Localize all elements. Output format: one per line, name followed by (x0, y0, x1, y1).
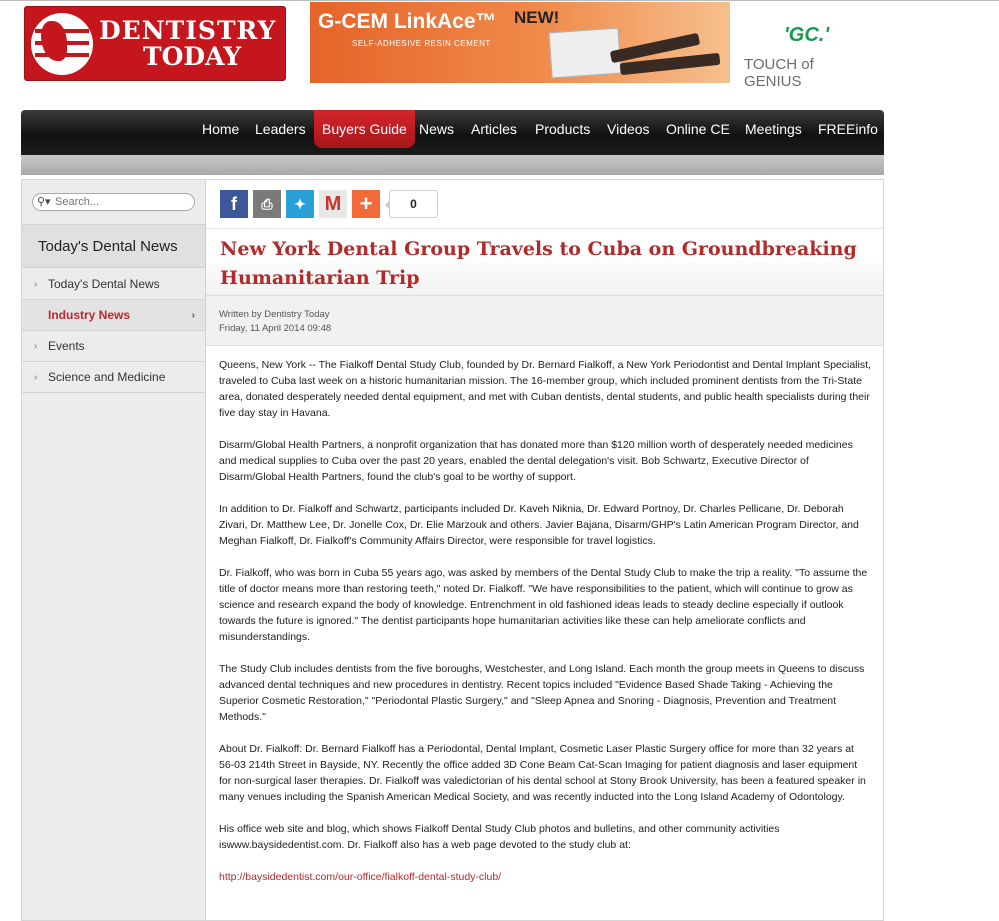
ad-brand-panel (730, 2, 868, 90)
article-content (205, 179, 884, 921)
article-meta (206, 296, 883, 346)
article-paragraph: About Dr. Fialkoff: Dr. Bernard Fialkoff has a Periodontal, Dental Implant, Cosmetic Laser Plastic Surgery office for more than 32 years at 56-03 214th Street in Bayside, NY. Recently the office added 3D Cone Beam Cat-Scan Imaging for patient diagnosis and laser equipment for non-surgical laser therapies. Dr. Fialkoff was valedictorian of his dental school at Stony Brook University, has been a featured speaker in many venues including the Spanish American Medical Society, and was recently inducted into the Long Island Academy of Odontology. (219, 743, 866, 803)
sidebar-item-science-and-medicine[interactable] (22, 362, 205, 393)
study-club-link[interactable]: http://baysidedentist.com/our-office/fialkoff-dental-study-club/ (219, 871, 502, 883)
article-paragraph: Dr. Fialkoff, who was born in Cuba 55 years ago, was asked by members of the Dental Study Club to make the trip a reality. "To assume the title of doctor means more than restoring teeth," noted Dr. Fialkoff. "We have responsibilities to the patient, which will continue to grow as science and research expand the body of knowledge. Entrenchment in old fashioned ideas leads to steady decline especially if outlook towards the future is ignored." The dentist participants hope humanitarian activities like these can help ameliorate conflicts and misunderstandings. (219, 567, 868, 643)
sidebar (21, 179, 205, 921)
globe-icon (31, 13, 93, 75)
chevron-right-icon: › (191, 310, 195, 321)
share-toolbar (220, 190, 438, 218)
sidebar-item-label: Events (48, 339, 85, 353)
ad-tagline: TOUCH of GENIUS (744, 56, 814, 90)
sidebar-heading: Today's Dental News (22, 224, 205, 268)
print-icon[interactable]: ⎙ (253, 190, 281, 218)
nav-buyers-guide[interactable]: Buyers Guide (314, 110, 415, 148)
article-date: Friday, 11 April 2014 09:48 (219, 323, 332, 334)
logo-text (99, 15, 277, 71)
logo-line1: DENTISTRY (99, 15, 277, 45)
chevron-right-icon: › (34, 279, 38, 290)
sidebar-item-label: Today's Dental News (48, 277, 160, 291)
search-icon[interactable]: ⚲▾ (37, 196, 51, 208)
nav-articles[interactable]: Articles (471, 121, 517, 137)
dentistry-today-logo[interactable] (24, 6, 286, 81)
article-body (219, 357, 871, 901)
sidebar-item-label: Industry News (48, 308, 131, 322)
facebook-icon[interactable]: f (220, 190, 248, 218)
sidebar-item-events[interactable] (22, 331, 205, 362)
sidebar-item-industry-news[interactable] (22, 300, 205, 331)
sub-nav-bar (21, 155, 884, 175)
nav-leaders[interactable]: Leaders (255, 121, 306, 137)
nav-online-ce[interactable]: Online CE (666, 121, 730, 137)
article-title-bar (206, 228, 883, 296)
article-paragraph: Queens, New York -- The Fialkoff Dental Study Club, founded by Dr. Bernard Fialkoff, a New York Periodontist and Dental Implant Specialist, traveled to Cuba last week on a historic humanitarian mission. The 16-member group, which included prominent dentists from the Tri-State area, donated desperately needed dental equipment, and met with Cuban dentists, dental students, and public health specialists during their five day stay in Havana. (219, 359, 871, 419)
share-count: 0 (389, 190, 438, 218)
main-nav (21, 110, 884, 155)
nav-videos[interactable]: Videos (607, 121, 650, 137)
top-border (0, 0, 999, 1)
article-paragraph: Disarm/Global Health Partners, a nonprofit organization that has donated more than $120 million worth of desperately needed medicines and medical supplies to Cuba over the past 20 years, enabled the dental delegation's visit. Bob Schwartz, Executive Director of Disarm/Global Health Partners, found the club's goal to be worthy of support. (219, 439, 853, 483)
nav-freeinfo[interactable]: FREEinfo (818, 121, 878, 137)
chevron-right-icon: › (34, 341, 38, 352)
article-title: New York Dental Group Travels to Cuba on Groundbreaking Humanitarian Trip (220, 238, 857, 289)
article-paragraph: The Study Club includes dentists from the five boroughs, Westchester, and Long Island. Each month the group meets in Queens to discuss advanced dental techniques and new procedures in dentistry. Recent topics included "Evidence Based Shade Taking - Achieving the Superior Cosmetic Restoration," "Periodontal Plastic Surgery," and "Sleep Apnea and Snoring - Diagnosis, Prevention and Treatment Methods." (219, 663, 865, 723)
ad-product-panel (310, 2, 730, 83)
gmail-icon[interactable]: M (319, 190, 347, 218)
ad-new-badge: NEW! (514, 8, 560, 27)
ad-title: G-CEM LinkAce™ (318, 10, 497, 33)
addthis-plus-icon[interactable]: + (352, 190, 380, 218)
chevron-right-icon: › (34, 372, 38, 383)
twitter-icon[interactable]: ✦ (286, 190, 314, 218)
ad-subtitle: SELF-ADHESIVE RESIN CEMENT (352, 39, 491, 48)
sidebar-item-label: Science and Medicine (48, 370, 166, 384)
nav-products[interactable]: Products (535, 121, 591, 137)
article-author: Written by Dentistry Today (219, 309, 330, 320)
nav-home[interactable]: Home (202, 121, 240, 137)
gc-brand-logo: 'GC.' (784, 24, 830, 46)
ad-banner[interactable] (310, 2, 868, 90)
nav-news[interactable]: News (419, 121, 455, 137)
article-paragraph: His office web site and blog, which shows Fialkoff Dental Study Club photos and bulletins, and other community activities iswww.baysidedentist.com. Dr. Fialkoff also has a web page devoted to the study club at: (219, 823, 780, 851)
search-input[interactable] (55, 194, 191, 210)
nav-meetings[interactable]: Meetings (745, 121, 802, 137)
article-paragraph: In addition to Dr. Fialkoff and Schwartz, participants included Dr. Kaveh Niknia, Dr. Edward Portnoy, Dr. Charles Pellicane, Dr. Deborah Zivari, Dr. Matthew Lee, Dr. Jonelle Cox, Dr. Elie Marzouk and others. Javier Bajana, Disarm/GHP's Latin American Program Director, and Meghan Fialkoff, Dr. Fialkoff's Community Affairs Director, were responsible for travel logistics. (219, 503, 859, 547)
search-box (32, 193, 195, 211)
sidebar-item-todays-dental-news[interactable] (22, 269, 205, 300)
logo-line2: TODAY (143, 41, 242, 71)
